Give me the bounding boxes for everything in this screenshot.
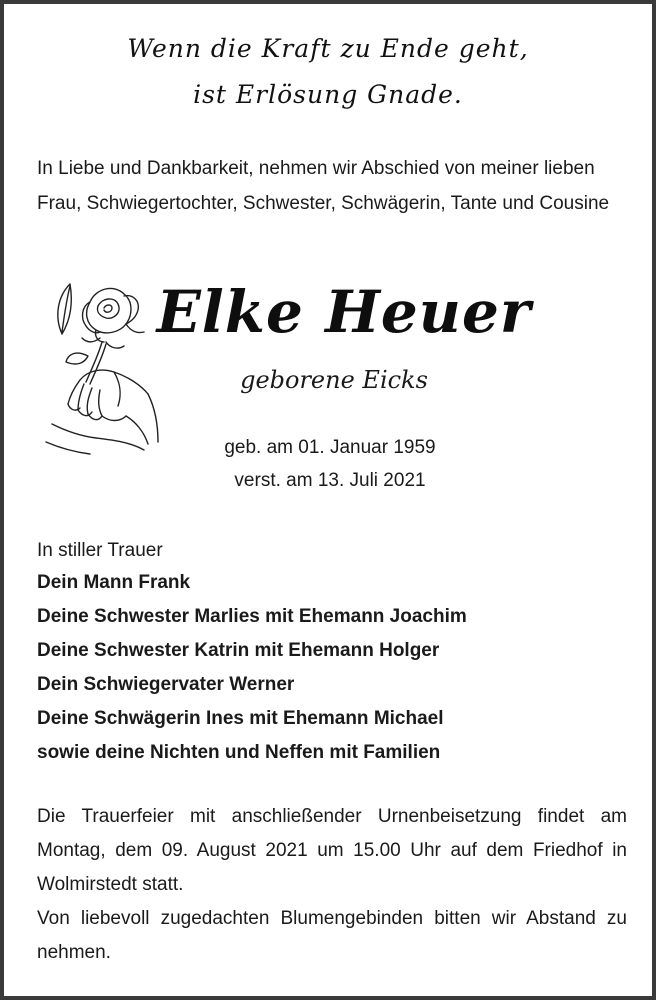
birth-date: geb. am 01. Januar 1959 xyxy=(224,437,436,458)
life-dates xyxy=(194,431,466,497)
motto-line-2: ist Erlösung Gnade. xyxy=(193,80,463,109)
intro-text: In Liebe und Dankbarkeit, nehmen wir Abschied von meiner lieben Frau, Schwiegertochter, Schwester, Schwägerin, Tante und Cousine xyxy=(37,158,610,214)
mourner-item: Deine Schwester Katrin mit Ehemann Holger xyxy=(37,640,440,661)
service-paragraph: Die Trauerfeier mit anschließender Urnenbeisetzung findet am Montag, dem 09. August 2021 um 15.00 Uhr auf dem Friedhof in Wolmirstedt statt. xyxy=(37,806,627,895)
mourners-label: In stiller Trauer xyxy=(37,540,163,561)
service-info xyxy=(37,800,627,970)
mourner-item: Deine Schwägerin Ines mit Ehemann Michael xyxy=(37,708,444,729)
mourner-item: Dein Mann Frank xyxy=(37,572,191,593)
mourners-list xyxy=(37,566,637,770)
motto-line-1: Wenn die Kraft zu Ende geht, xyxy=(127,34,529,63)
mourner-item: Dein Schwiegervater Werner xyxy=(37,674,295,695)
mourner-item: sowie deine Nichten und Neffen mit Familien xyxy=(37,742,441,763)
mourner-item: Deine Schwester Marlies mit Ehemann Joachim xyxy=(37,606,467,627)
rose-in-hand-icon xyxy=(40,272,172,464)
maiden-name: geborene Eicks xyxy=(240,366,428,394)
deceased-name: Elke Heuer xyxy=(156,278,532,346)
motto xyxy=(4,26,652,118)
flowers-paragraph: Von liebevoll zugedachten Blumengebinden bitten wir Abstand zu nehmen. xyxy=(37,908,627,963)
death-date: verst. am 13. Juli 2021 xyxy=(234,470,426,491)
